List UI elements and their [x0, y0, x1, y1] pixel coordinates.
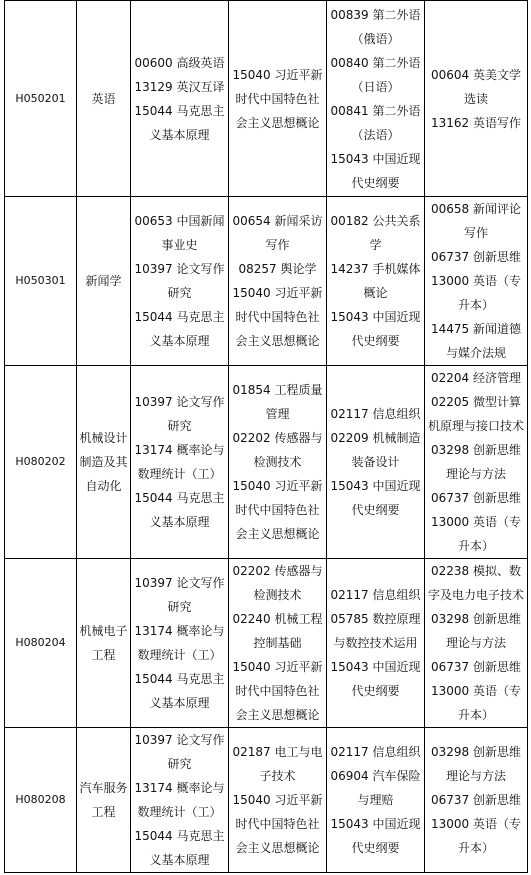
- course-item: 15044 马克思主义基本原理: [134, 829, 225, 867]
- course-item: 02187 电工与电子技术: [232, 745, 323, 783]
- course-item: 15040 习近平新时代中国特色社会主义思想概论: [232, 67, 323, 130]
- course-item: 15043 中国近现代史纲要: [330, 151, 421, 190]
- course-item: 00654 新闻采访写作: [232, 214, 323, 252]
- major-name-cell: 汽车服务工程: [77, 728, 131, 873]
- course-item: 01854 工程质量管理: [232, 383, 323, 421]
- course-item: 00840 第二外语（日语）: [330, 55, 421, 94]
- course-item: 00182 公共关系学: [330, 214, 421, 252]
- course-item: 08257 舆论学: [238, 262, 317, 276]
- course-item: 03298 创新思维理论与方法: [431, 443, 521, 481]
- major-name-cell: 机械电子工程: [77, 559, 131, 728]
- course-item: 15040 习近平新时代中国特色社会主义思想概论: [232, 479, 323, 541]
- course-item: 00600 高级英语: [134, 55, 225, 70]
- table-row: [5, 366, 528, 559]
- course-item: 02240 机械工程控制基础: [232, 612, 323, 650]
- course-item: 10397 论文写作研究: [134, 576, 225, 614]
- course-item: 15043 中国近现代史纲要: [330, 310, 421, 348]
- course-item: 00841 第二外语（法语）: [330, 103, 421, 142]
- course-item: 02117 信息组织: [330, 407, 421, 421]
- course-item: 03298 创新思维理论与方法: [431, 745, 521, 783]
- course-item: 00604 英美文学选读: [431, 67, 521, 106]
- course-item: 15044 马克思主义基本原理: [134, 103, 225, 142]
- course-item: 15040 习近平新时代中国特色社会主义思想概论: [232, 660, 323, 722]
- course-cell: [131, 559, 229, 728]
- course-cell: [131, 197, 229, 366]
- course-item: 13174 概率论与数理统计（工）: [134, 781, 225, 819]
- major-code-cell: H050301: [5, 197, 77, 366]
- major-name-cell: 英语: [77, 1, 131, 197]
- course-cell: [327, 559, 425, 728]
- course-item: 02117 信息组织: [330, 745, 421, 759]
- course-item: 15043 中国近现代史纲要: [330, 479, 421, 517]
- table-row: [5, 559, 528, 728]
- course-cell: [327, 366, 425, 559]
- course-item: 14475 新闻道德与媒介法规: [431, 322, 521, 360]
- course-item: 02202 传感器与检测技术: [232, 431, 323, 469]
- major-code-cell: H080202: [5, 366, 77, 559]
- course-item: 13000 英语（专升本）: [431, 274, 521, 312]
- course-cell: [425, 1, 528, 197]
- course-item: 06904 汽车保险与理赔: [330, 769, 421, 807]
- course-item: 10397 论文写作研究: [134, 262, 225, 300]
- course-cell: [131, 728, 229, 873]
- table-row: [5, 197, 528, 366]
- course-item: 00658 新闻评论写作: [431, 202, 521, 240]
- course-item: 06737 创新思维: [431, 250, 521, 264]
- course-item: 15044 马克思主义基本原理: [134, 310, 225, 348]
- major-name-cell: 新闻学: [77, 197, 131, 366]
- course-item: 13174 概率论与数理统计（工）: [134, 443, 225, 481]
- course-cell: [327, 728, 425, 873]
- course-cell: [229, 1, 327, 197]
- major-code-cell: H080204: [5, 559, 77, 728]
- course-item: 15044 马克思主义基本原理: [134, 672, 225, 710]
- course-cell: [327, 1, 425, 197]
- course-cell: [425, 559, 528, 728]
- course-item: 13162 英语写作: [431, 115, 521, 130]
- course-item: 15043 中国近现代史纲要: [330, 817, 421, 855]
- major-name-cell: 机械设计制造及其自动化: [77, 366, 131, 559]
- course-cell: [425, 728, 528, 873]
- course-item: 13129 英汉互译: [134, 79, 225, 94]
- course-item: 03298 创新思维理论与方法: [431, 612, 521, 650]
- course-item: 13174 概率论与数理统计（工）: [134, 624, 225, 662]
- course-item: 06737 创新思维: [431, 793, 521, 807]
- course-item: 10397 论文写作研究: [134, 733, 225, 771]
- course-item: 02204 经济管理: [431, 371, 521, 385]
- course-item: 02205 微型计算机原理与接口技术: [427, 395, 524, 433]
- table-row: [5, 1, 528, 197]
- course-item: 02202 传感器与检测技术: [232, 564, 323, 602]
- course-cell: [229, 197, 327, 366]
- course-item: 06737 创新思维: [431, 660, 521, 674]
- course-item: 00839 第二外语（俄语）: [330, 7, 421, 46]
- course-cell: [131, 1, 229, 197]
- course-item: 13000 英语（专升本）: [431, 684, 521, 722]
- course-item: 10397 论文写作研究: [134, 395, 225, 433]
- exam-course-table: [4, 0, 528, 873]
- table-row: [5, 728, 528, 873]
- major-code-cell: H050201: [5, 1, 77, 197]
- course-item: 15040 习近平新时代中国特色社会主义思想概论: [232, 793, 323, 855]
- course-cell: [327, 197, 425, 366]
- course-item: 06737 创新思维: [431, 491, 521, 505]
- course-item: 00653 中国新闻事业史: [134, 214, 225, 252]
- course-item: 05785 数控原理与数控技术运用: [330, 612, 421, 650]
- course-item: 02209 机械制造装备设计: [330, 431, 421, 469]
- course-cell: [229, 559, 327, 728]
- course-item: 15040 习近平新时代中国特色社会主义思想概论: [232, 286, 323, 348]
- table-body: [5, 1, 528, 873]
- course-item: 13000 英语（专升本）: [431, 817, 521, 855]
- course-cell: [131, 366, 229, 559]
- course-item: 02117 信息组织: [330, 588, 421, 602]
- course-item: 02238 模拟、数字及电力电子技术: [427, 564, 524, 602]
- course-cell: [425, 366, 528, 559]
- course-item: 15044 马克思主义基本原理: [134, 491, 225, 529]
- course-cell: [229, 366, 327, 559]
- course-cell: [425, 197, 528, 366]
- major-code-cell: H080208: [5, 728, 77, 873]
- course-cell: [229, 728, 327, 873]
- course-item: 13000 英语（专升本）: [431, 515, 521, 553]
- course-item: 14237 手机媒体概论: [330, 262, 421, 300]
- course-item: 15043 中国近现代史纲要: [330, 660, 421, 698]
